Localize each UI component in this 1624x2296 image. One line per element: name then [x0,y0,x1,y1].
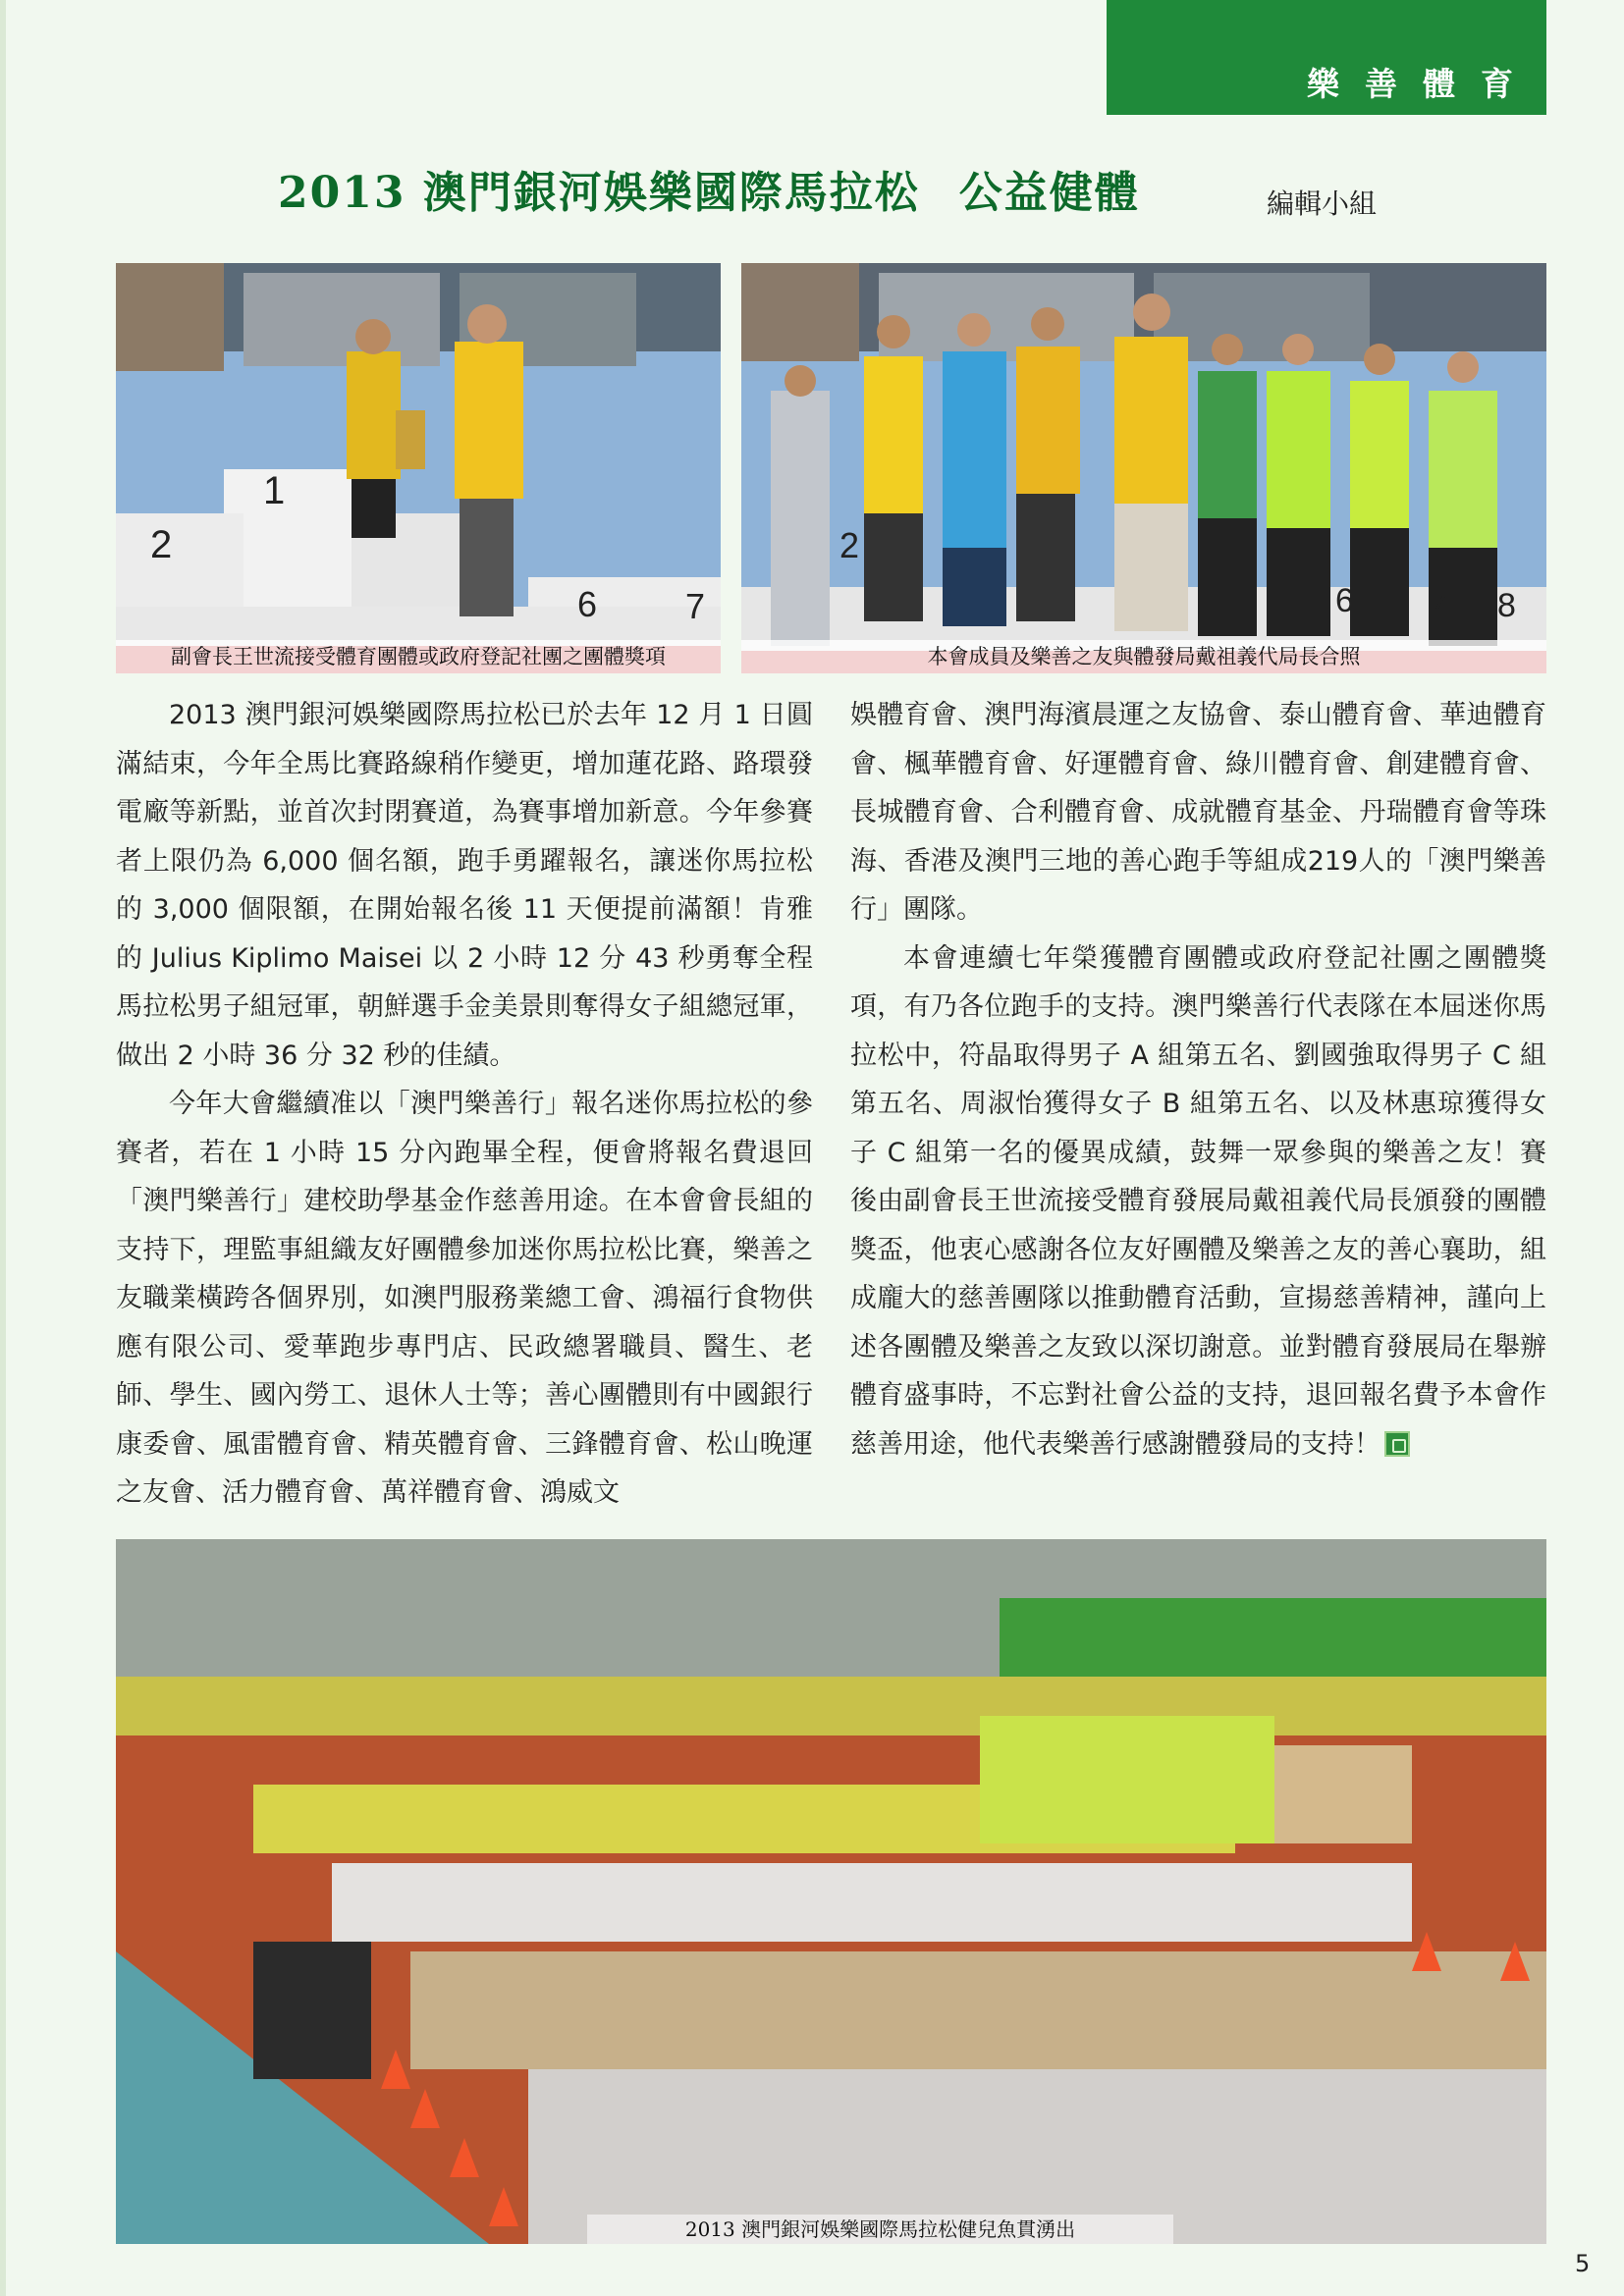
title-main: 2013 澳門銀河娛樂國際馬拉松 [278,168,920,218]
paragraph-2: 今年大會繼續准以「澳門樂善行」報名迷你馬拉松的參賽者，若在 1 小時 15 分內跑畢全程，便會將報名費退回「澳門樂善行」建校助學基金作慈善用途。在本會會長組的支持下，理監事組織友好團體參加迷你馬拉松比賽，樂善之友職業橫跨各個界別，如澳門服務業總工會、鴻福行食物供應有限公司、愛華跑步專門店、民政總署職員、醫生、老師、學生、國內勞工、退休人士等；善心團體則有中國銀行康委會、風雷體育會、精英體育會、三鋒體育會、松山晚運之友會、活力體育會、萬祥體育會、鴻威文 [116,1089,813,1508]
article-body-right [850,691,1546,1468]
paragraph-3-text: 本會連續七年榮獲體育團體或政府登記社團之團體獎項，有乃各位跑手的支持。澳門樂善行代表隊在本屆迷你馬拉松中，符晶取得男子 A 組第五名、劉國強取得男子 C 組第五名、周淑怡獲得女子 B 組第五名、以及林惠琼獲得女子 C 組第一名的優異成績，鼓舞一眾參與的樂善之友！賽後由副會長王世流接受體育發展局戴祖義代局長頒發的團體獎盃，他衷心感謝各位友好團體及樂善之友的善心襄助，組成龐大的慈善團隊以推動體育活動，宣揚慈善精神，謹向上述各團體及樂善之友致以深切謝意。並對體育發展局在舉辦體育盛事時，不忘對社會公益的支持，退回報名費予本會作慈善用途，他代表樂善行感謝體發局的支持！ [850,942,1546,1460]
article-editor: 編輯小組 [1267,187,1378,220]
page-number: 5 [1575,2250,1591,2277]
svg-text:2: 2 [839,525,860,565]
photo-marathon-start [116,1539,1546,2244]
photo-award-image [116,263,721,673]
svg-text:6: 6 [577,584,598,624]
article-end-logo-icon [1384,1431,1410,1457]
svg-text:6: 6 [1335,582,1354,619]
svg-text:8: 8 [1497,587,1516,624]
photo-group-image [741,263,1546,673]
paragraph-2-continued: 娛體育會、澳門海濱晨運之友協會、泰山體育會、華迪體育會、楓華體育會、好運體育會、綠川體育會、創建體育會、長城體育會、合利體育會、成就體育基金、丹瑞體育會等珠海、香港及澳門三地的善心跑手等組成219人的「澳門樂善行」團隊。 [850,700,1546,925]
paragraph-3 [850,934,1546,1469]
photo-group-caption: 本會成員及樂善之友與體發局戴祖義代局長合照 [741,640,1546,673]
photo-marathon-caption: 2013 澳門銀河娛樂國際馬拉松健兒魚貫湧出 [587,2215,1173,2244]
photo-group [741,263,1546,673]
photo-award-caption: 副會長王世流接受體育團體或政府登記社團之團體獎項 [116,640,721,673]
page-edge-rule [0,0,6,2296]
svg-text:7: 7 [1429,587,1447,624]
article-body-left [116,691,813,1518]
paragraph-1: 2013 澳門銀河娛樂國際馬拉松已於去年 12 月 1 日圓滿結束，今年全馬比賽路線稍作變更，增加蓮花路、路環發電廠等新點，並首次封閉賽道，為賽事增加新意。今年參賽者上限仍為 6,000 個名額，跑手勇躍報名，讓迷你馬拉松的 3,000 個限額，在開始報名後 11 天便提前滿額！肯雅的 Julius Kiplimo Maisei 以 2 小時 12 分 43 秒勇奪全程馬拉松男子組冠軍，朝鮮選手金美景則奪得女子組總冠軍，做出 2 小時 36 分 32 秒的佳績。 [116,700,813,1071]
article-title [278,157,1140,220]
section-tab: 樂善體育 [1107,0,1546,115]
photo-marathon-image [116,1539,1546,2244]
svg-text:1: 1 [263,469,286,512]
svg-text:7: 7 [685,586,706,626]
title-sub: 公益健體 [958,168,1140,218]
photo-award-presentation [116,263,721,673]
svg-text:2: 2 [150,523,173,566]
